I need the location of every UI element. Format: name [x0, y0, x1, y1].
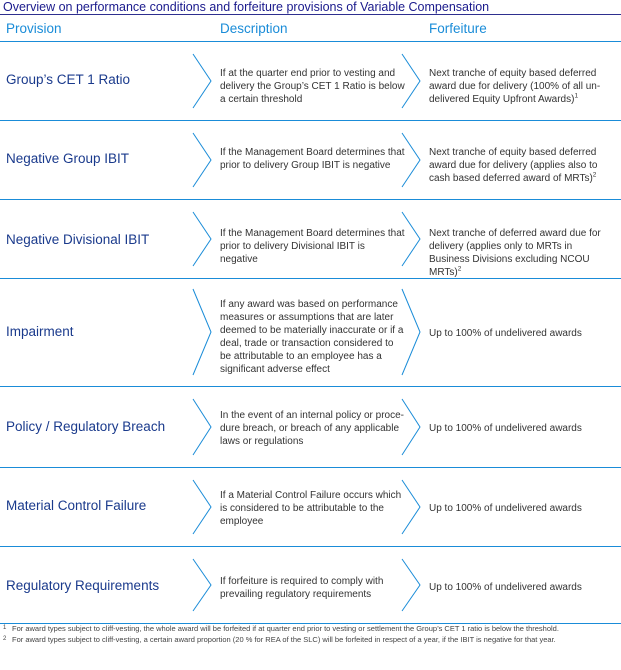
- footnote: [0, 635, 621, 645]
- forfeiture-text: Next tranche of deferred award due for delivery (applies only to MRTs in Business Divisions excluding NCOU MRTs): [429, 228, 601, 278]
- description-cell: If forfeiture is required to comply with prevailing regulatory requirements: [220, 576, 384, 600]
- forfeiture-text: Next tranche of equity based deferred award due for delivery (100% of all un-delivered Equity Upfront Awards): [429, 68, 601, 105]
- chevron-icon: [400, 42, 424, 120]
- forfeiture-cell: [429, 146, 615, 185]
- chevron-icon: [191, 279, 215, 386]
- forfeiture-cell: [429, 502, 615, 515]
- chevron-icon: [400, 387, 424, 467]
- table-row: [0, 200, 621, 278]
- chevron-icon: [191, 42, 215, 120]
- header-description: Description: [220, 21, 288, 36]
- chevron-icon: [191, 200, 215, 278]
- forfeiture-cell: [429, 227, 615, 279]
- footnote-text: For award types subject to cliff-vesting, a certain award proportion (20 % for REA of the SLC) will be forfeited in respect of a year, if the IBIT is negative for that year.: [12, 635, 556, 644]
- forfeiture-text: Up to 100% of undelivered awards: [429, 328, 582, 339]
- chevron-icon: [400, 279, 424, 386]
- table-row: [0, 387, 621, 467]
- provision-cell: Negative Divisional IBIT: [6, 232, 150, 247]
- page-title: Overview on performance conditions and forfeiture provisions of Variable Compensation: [3, 0, 490, 14]
- provision-cell: Impairment: [6, 324, 74, 339]
- forfeiture-cell: [429, 422, 615, 435]
- footnote-number: 1: [3, 625, 7, 631]
- forfeiture-text: Up to 100% of undelivered awards: [429, 582, 582, 593]
- description-cell: In the event of an internal policy or proce-dure breach, or breach of any applicable laws or regulations: [220, 410, 404, 447]
- provision-cell: Material Control Failure: [6, 498, 147, 513]
- table-row: [0, 468, 621, 546]
- description-cell: If a Material Control Failure occurs which is considered to be attributable to the employee: [220, 490, 402, 527]
- chevron-icon: [191, 121, 215, 199]
- provision-cell: Negative Group IBIT: [6, 151, 130, 166]
- title-bar: [0, 0, 621, 15]
- footnote-text: For award types subject to cliff-vesting, the whole award will be forfeited if at quarter end prior to vesting or settlement the Group’s CET 1 ratio is below the threshold.: [12, 624, 559, 633]
- footnote-ref: 2: [592, 171, 597, 179]
- provision-cell: Regulatory Requirements: [6, 578, 160, 593]
- forfeiture-text: Next tranche of equity based deferred award due for delivery (applies also to cash based deferred award of MRTs): [429, 147, 598, 184]
- description-cell: If at the quarter end prior to vesting and delivery the Group’s CET 1 Ratio is below a certain threshold: [220, 68, 405, 105]
- footnote: [0, 624, 621, 634]
- chevron-icon: [191, 468, 215, 546]
- description-cell: If the Management Board determines that prior to delivery Divisional IBIT is negative: [220, 228, 405, 265]
- forfeiture-cell: [429, 327, 615, 340]
- chevron-icon: [191, 547, 215, 623]
- description-cell: If any award was based on performance measures or assumptions that are later deemed to be materially inaccurate or if a deal, trade or transaction considered to be attributable to an employee has a significant adverse effect: [220, 299, 404, 375]
- provision-cell: Group’s CET 1 Ratio: [6, 72, 131, 87]
- forfeiture-cell: [429, 581, 615, 594]
- table-row: [0, 121, 621, 199]
- description-cell: If the Management Board determines that prior to delivery Group IBIT is negative: [220, 147, 405, 171]
- chevron-icon: [400, 547, 424, 623]
- footnote-ref: 1: [574, 92, 579, 100]
- provision-cell: Policy / Regulatory Breach: [6, 419, 166, 434]
- header-forfeiture: Forfeiture: [429, 21, 487, 36]
- forfeiture-cell: [429, 67, 615, 106]
- table-row: [0, 547, 621, 623]
- table-row: [0, 279, 621, 386]
- chevron-icon: [191, 387, 215, 467]
- header-provision: Provision: [6, 21, 62, 36]
- footnote-ref: 2: [457, 265, 462, 273]
- table-row: [0, 42, 621, 120]
- forfeiture-text: Up to 100% of undelivered awards: [429, 423, 582, 434]
- footnote-number: 2: [3, 636, 7, 642]
- forfeiture-text: Up to 100% of undelivered awards: [429, 503, 582, 514]
- chevron-icon: [400, 200, 424, 278]
- chevron-icon: [400, 468, 424, 546]
- footnotes: [0, 624, 621, 646]
- chevron-icon: [400, 121, 424, 199]
